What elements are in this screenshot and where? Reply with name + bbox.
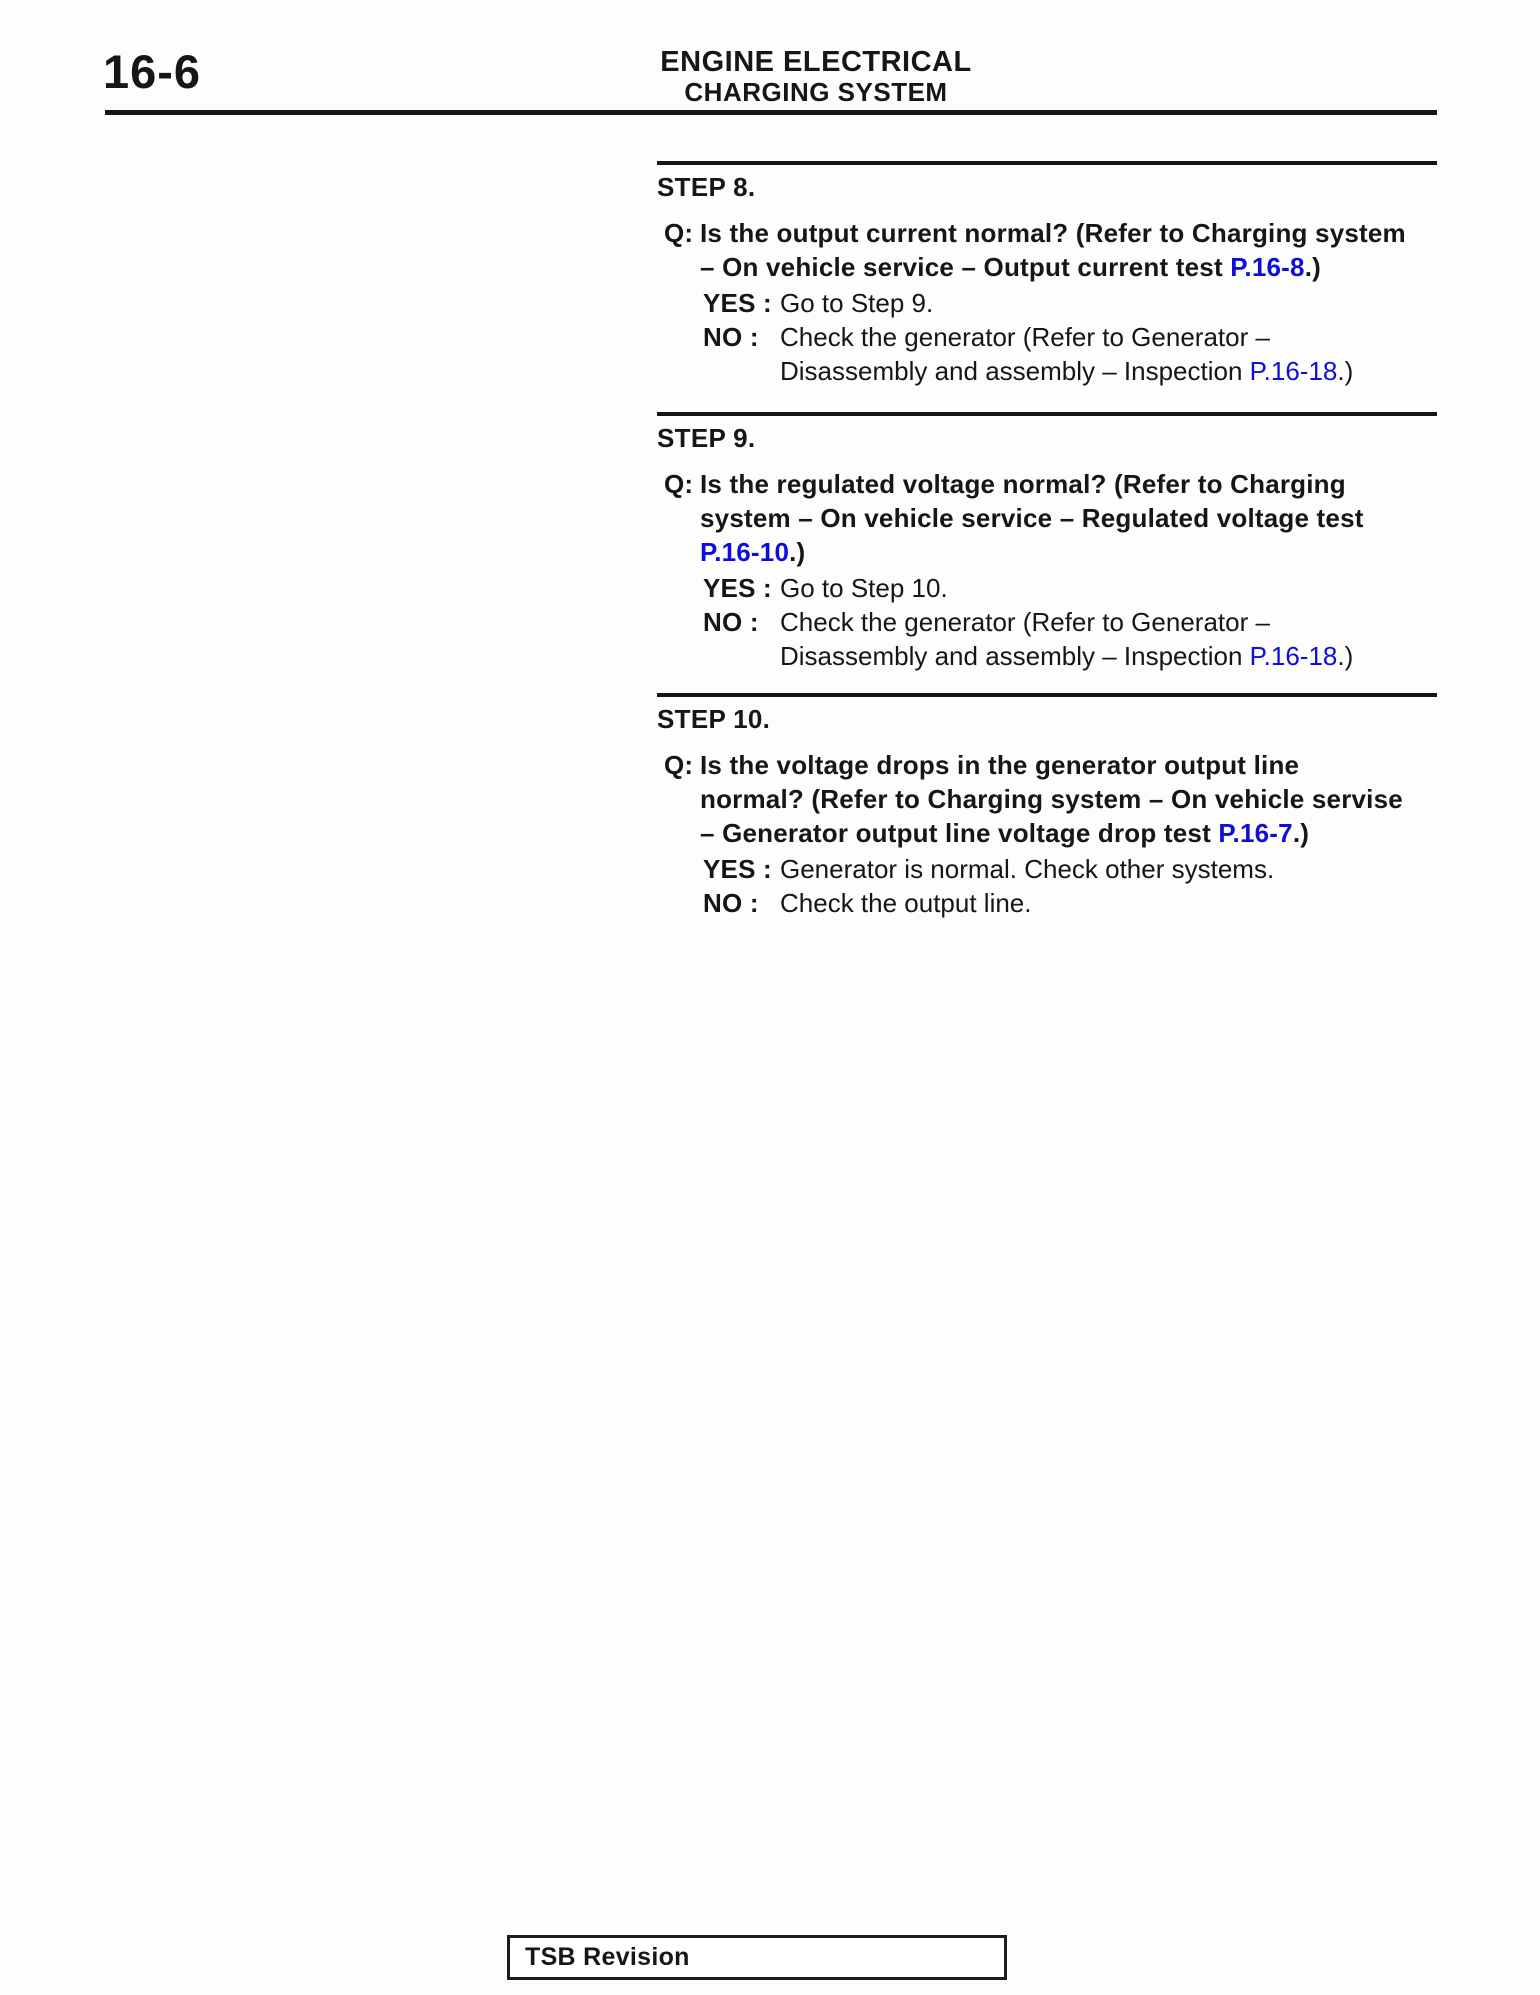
step-title: STEP 9.: [657, 423, 756, 453]
question-line: [700, 216, 1457, 250]
tsb-revision-label: TSB Revision: [525, 1943, 690, 1971]
answer-line: [780, 320, 1457, 354]
header-title: ENGINE ELECTRICAL: [660, 46, 972, 78]
question-label: Q:: [664, 218, 694, 248]
text-run: system – On vehicle service – Regulated voltage test: [700, 503, 1364, 533]
question-label: Q:: [664, 750, 694, 780]
text-run: Go to Step 10.: [780, 573, 948, 603]
question-line: [700, 782, 1457, 816]
text-run: Is the output current normal? (Refer to Charging system: [700, 218, 1406, 248]
answer-label: NO :: [703, 888, 759, 918]
text-run: Check the output line.: [780, 888, 1032, 918]
page-reference-link[interactable]: P.16-18: [1249, 641, 1338, 671]
answer-line: [780, 605, 1457, 639]
answer-label: YES :: [703, 854, 772, 884]
question-line: [700, 748, 1457, 782]
text-run: Is the regulated voltage normal? (Refer to Charging: [700, 469, 1346, 499]
text-run: .): [1337, 356, 1354, 386]
text-run: Is the voltage drops in the generator output line: [700, 750, 1300, 780]
text-run: Generator is normal. Check other systems.: [780, 854, 1275, 884]
text-run: .): [1292, 818, 1310, 848]
step-title: STEP 10.: [657, 704, 771, 734]
answer-label: YES :: [703, 288, 772, 318]
question-line: [700, 467, 1457, 501]
text-run: .): [1304, 252, 1321, 282]
text-run: Check the generator (Refer to Generator –: [780, 322, 1270, 352]
text-run: Go to Step 9.: [780, 288, 934, 318]
question-line: [700, 250, 1457, 284]
question-block: [657, 467, 1457, 569]
question-block: [657, 748, 1457, 850]
question-line: [700, 535, 1457, 569]
text-run: – Generator output line voltage drop test: [700, 818, 1219, 848]
text-run: – On vehicle service – Output current test: [700, 252, 1231, 282]
answer-line: [780, 886, 1457, 920]
text-run: Disassembly and assembly – Inspection: [780, 356, 1250, 386]
answer-text: [780, 571, 1457, 605]
header-rule: [105, 110, 1437, 115]
answer-text: [780, 605, 1457, 673]
answer-text: [780, 320, 1457, 388]
answer-row: [657, 605, 1457, 673]
step-section: [657, 161, 1457, 388]
answer-row: [657, 320, 1457, 388]
header-block: [660, 46, 971, 107]
answers-block: [657, 852, 1457, 920]
step-title: STEP 8.: [657, 172, 756, 202]
section-rule: [657, 693, 1437, 697]
question-line: [700, 501, 1457, 535]
answer-line: [780, 571, 1457, 605]
answer-row: [657, 852, 1457, 886]
step-section: [657, 412, 1457, 673]
page-reference-link[interactable]: P.16-18: [1249, 356, 1338, 386]
step-section: [657, 693, 1457, 920]
answer-line: [780, 639, 1457, 673]
text-run: Check the generator (Refer to Generator –: [780, 607, 1270, 637]
text-run: Disassembly and assembly – Inspection: [780, 641, 1250, 671]
tsb-revision-box: [507, 1935, 1007, 1980]
text-run: normal? (Refer to Charging system – On vehicle servise: [700, 784, 1403, 814]
answer-text: [780, 886, 1457, 920]
page-reference-link[interactable]: P.16-10: [700, 537, 790, 567]
question-block: [657, 216, 1457, 284]
question-label: Q:: [664, 469, 694, 499]
answer-line: [780, 354, 1457, 388]
page-number: 16-6: [103, 45, 202, 98]
answer-text: [780, 852, 1457, 886]
section-rule: [657, 412, 1437, 416]
answer-row: [657, 286, 1457, 320]
question-lines: [700, 748, 1457, 850]
answer-row: [657, 571, 1457, 605]
question-lines: [700, 216, 1457, 284]
answer-label: NO :: [703, 322, 759, 352]
text-run: .): [789, 537, 806, 567]
answer-text: [780, 286, 1457, 320]
answer-label: YES :: [703, 573, 772, 603]
page-reference-link[interactable]: P.16-8: [1230, 252, 1305, 282]
page-reference-link[interactable]: P.16-7: [1218, 818, 1293, 848]
question-lines: [700, 467, 1457, 569]
answer-line: [780, 852, 1457, 886]
section-rule: [657, 161, 1437, 165]
answers-block: [657, 571, 1457, 673]
answers-block: [657, 286, 1457, 388]
answer-label: NO :: [703, 607, 759, 637]
answer-line: [780, 286, 1457, 320]
answer-row: [657, 886, 1457, 920]
text-run: .): [1337, 641, 1354, 671]
question-line: [700, 816, 1457, 850]
header-subtitle: CHARGING SYSTEM: [684, 77, 948, 107]
